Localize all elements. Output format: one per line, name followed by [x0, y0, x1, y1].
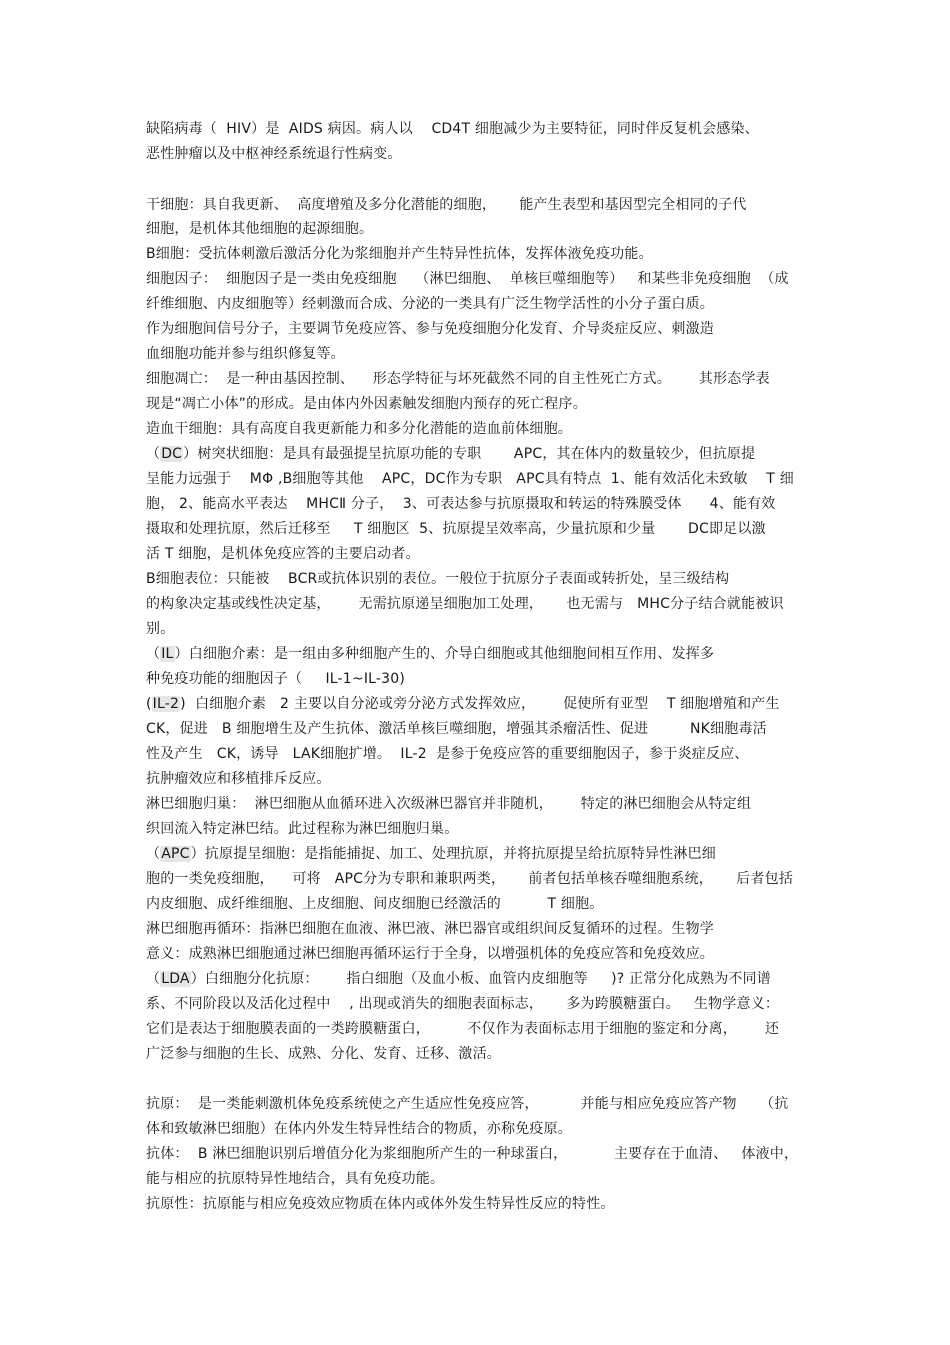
abbreviation: DC	[161, 446, 183, 462]
text-line: 抗体： B 淋巴细胞识别后增值分化为浆细胞所产生的一种球蛋白， 主要存在于血清、 体液中，	[146, 1146, 799, 1162]
text-line: 胞， 2、能高水平表达 MHCⅡ 分子， 3、可表达参与抗原摄取和转运的特殊膜受体 4、能有效	[146, 496, 776, 512]
abbreviation: LDA	[161, 971, 190, 987]
text-line: 它们是表达于细胞膜表面的一类跨膜糖蛋白， 不仅作为表面标志用于细胞的鉴定和分离， 还	[146, 1021, 780, 1037]
text-line: B细胞表位：只能被 BCR或抗体识别的表位。一般位于抗原分子表面或转折处，呈三级结构	[146, 571, 730, 587]
paren: （	[146, 446, 161, 462]
text-line: 细胞，是机体其他细胞的起源细胞。	[146, 221, 374, 237]
text-line: (IL-2) 白细胞介素 2 主要以自分泌或旁分泌方式发挥效应， 促使所有亚型 T 细胞增殖和产生	[146, 696, 780, 712]
text-line: 抗原性：抗原能与相应免疫效应物质在体内或体外发生特异性反应的特性。	[146, 1196, 615, 1212]
text-line: 血细胞功能并参与组织修复等。	[146, 346, 345, 362]
abbreviation: IL-2	[152, 696, 180, 712]
text-line: 内皮细胞、成纤维细胞、上皮细胞、间皮细胞已经激活的 T 细胞。	[146, 896, 604, 912]
text-line: 的构象决定基或线性决定基， 无需抗原递呈细胞加工处理， 也无需与 MHC分子结合就能被识	[146, 596, 784, 612]
paren: （	[146, 971, 161, 987]
text-line: 摄取和处理抗原，然后迁移至 T 细胞区 5、抗原提呈效率高，少量抗原和少量 DC即足以激	[146, 521, 766, 537]
abbreviation: APC	[161, 846, 190, 862]
text-line: （DC）树突状细胞：是具有最强提呈抗原功能的专职 APC，其在体内的数量较少，但抗原提	[146, 446, 756, 462]
text-line: （APC）抗原提呈细胞：是指能捕捉、加工、处理抗原，并将抗原提呈给抗原特异性淋巴细	[146, 846, 717, 862]
text-line: 呈能力远强于 MΦ ,B细胞等其他 APC，DC作为专职 APC具有特点 1、能有效活化未致敏 T 细	[146, 471, 794, 487]
text-line: 纤维细胞、内皮细胞等）经刺激而合成、分泌的一类具有广泛生物学活性的小分子蛋白质。	[146, 296, 714, 312]
text-line: 能与相应的抗原特异性地结合，具有免疫功能。	[146, 1171, 445, 1187]
text-line: 性及产生 CK，诱导 LAK细胞扩增。 IL-2 是参于免疫应答的重要细胞因子，参于炎症反应、	[146, 746, 749, 762]
text-line: 淋巴细胞再循环：指淋巴细胞在血液、淋巴液、淋巴器官或组织间反复循环的过程。生物学	[146, 921, 714, 937]
paren: （	[146, 846, 161, 862]
text-line: 系、不同阶段以及活化过程中 , 出现或消失的细胞表面标志， 多为跨膜糖蛋白。 生物学意义：	[146, 996, 780, 1012]
text-line: 体和致敏淋巴细胞）在体内外发生特异性结合的物质，亦称免疫原。	[146, 1121, 572, 1137]
text-line: CK，促进 B 细胞增生及产生抗体、激活单核巨噬细胞，增强其杀瘤活性、促进 NK细胞毒活	[146, 721, 767, 737]
text-line: （IL）白细胞介素：是一组由多种细胞产生的、介导白细胞或其他细胞间相互作用、发挥多	[146, 646, 715, 662]
text-line: 细胞因子： 细胞因子是一类由免疫细胞 （淋巴细胞、 单核巨噬细胞等） 和某些非免疫细胞 （成	[146, 271, 789, 287]
text-line: 胞的一类免疫细胞， 可将 APC分为专职和兼职两类， 前者包括单核吞噬细胞系统， 后者包括	[146, 871, 794, 887]
text-line: 活 T 细胞，是机体免疫应答的主要启动者。	[146, 546, 420, 562]
text-line: 造血干细胞：具有高度自我更新能力和多分化潜能的造血前体细胞。	[146, 421, 572, 437]
text-line: 别。	[146, 621, 175, 637]
text-line: 现是“凋亡小体”的形成。是由体内外因素触发细胞内预存的死亡程序。	[146, 396, 587, 412]
paren: (	[146, 696, 152, 712]
text-line: 织回流入特定淋巴结。此过程称为淋巴细胞归巢。	[146, 821, 459, 837]
text-line: 干细胞：具自我更新、 高度增殖及多分化潜能的细胞， 能产生表型和基因型完全相同的子代	[146, 197, 747, 213]
text-line: 意义：成熟淋巴细胞通过淋巴细胞再循环运行于全身，以增强机体的免疫应答和免疫效应。	[146, 946, 714, 962]
text-line: B细胞：受抗体刺激后激活分化为浆细胞并产生特异性抗体，发挥体液免疫功能。	[146, 246, 653, 262]
text-line: （LDA）白细胞分化抗原： 指白细胞（及血小板、血管内皮细胞等 )? 正常分化成熟为不同谱	[146, 971, 772, 987]
text-line: 广泛参与细胞的生长、成熟、分化、发育、迁移、激活。	[146, 1046, 501, 1062]
text-line: 抗肿瘤效应和移植排斥反应。	[146, 771, 331, 787]
abbreviation: IL	[161, 646, 174, 662]
text-line: 种免疫功能的细胞因子（ IL-1~IL-30)	[146, 671, 406, 687]
text-line: 淋巴细胞归巢： 淋巴细胞从血循环进入次级淋巴器官并非随机， 特定的淋巴细胞会从特定组	[146, 796, 752, 812]
text-line: 抗原： 是一类能刺激机体免疫系统使之产生适应性免疫应答， 并能与相应免疫应答产物 （抗	[146, 1096, 789, 1112]
text-line: 细胞凋亡： 是一种由基因控制、 形态学特征与坏死截然不同的自主性死亡方式。 其形态学表	[146, 371, 770, 387]
paren: （	[146, 646, 161, 662]
text-line: 恶性肿瘤以及中枢神经系统退行性病变。	[146, 146, 402, 162]
text-line: 缺陷病毒（ HIV）是 AIDS 病因。病人以 CD4T 细胞减少为主要特征，同时伴反复机会感染、	[146, 121, 759, 137]
text-line: 作为细胞间信号分子，主要调节免疫应答、参与免疫细胞分化发育、介导炎症反应、刺激造	[146, 321, 714, 337]
